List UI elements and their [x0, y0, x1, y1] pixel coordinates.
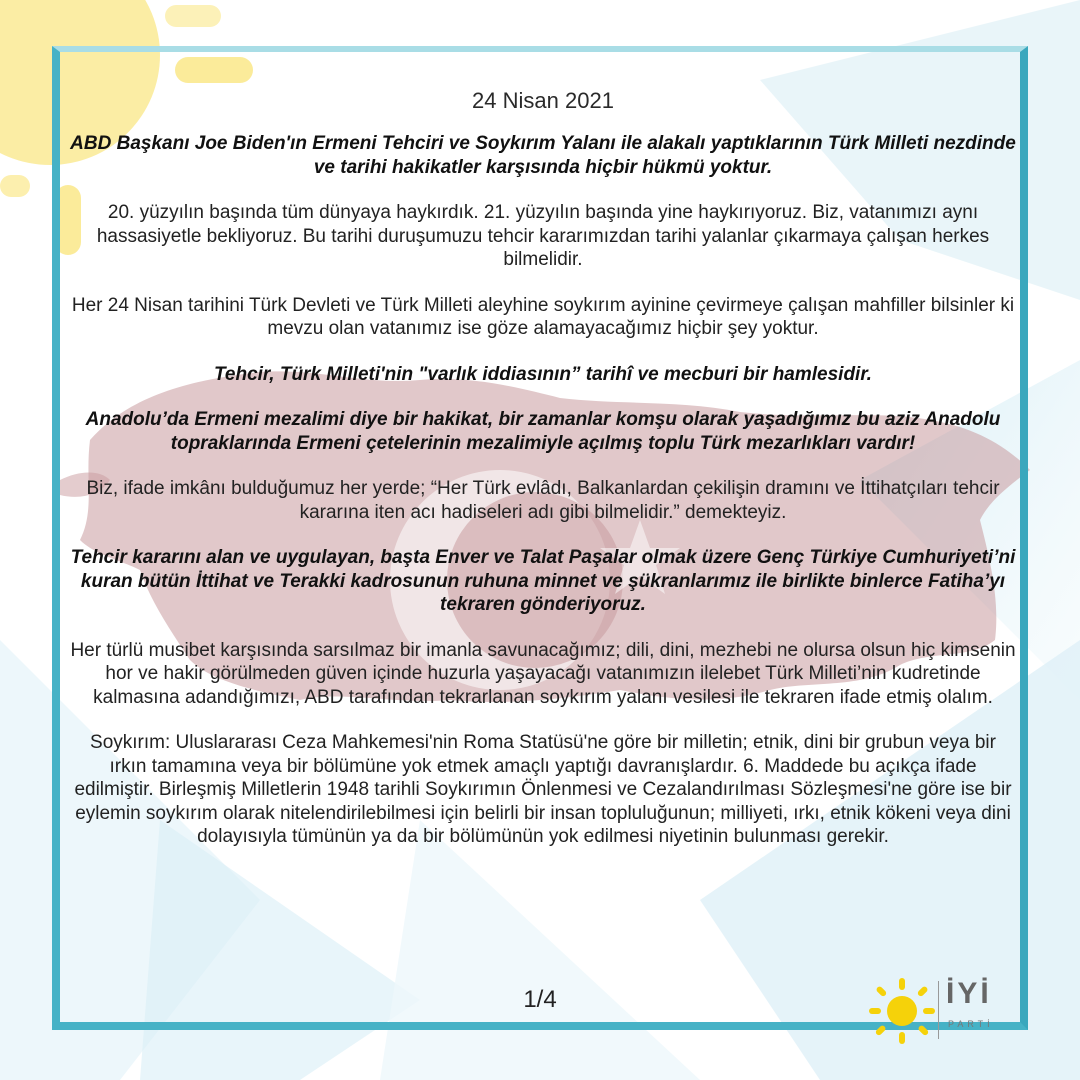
paragraph: Soykırım: Uluslararası Ceza Mahkemesi'nin Roma Statüsü'ne göre bir milletin; etnik, dini bir grubun veya bir ırkın tamamına veya bir bölümüne yok etmek amaçlı yaptığı davranışlardır. 6. Maddede bu açıkça ifade edilmiştir. Birleşmiş Milletlerin 1948 tarihli Soykırımın Önlenmesi ve Cezalandırılması Sözleşmesi'ne göre ise bir eylemin soykırım olarak nitelendirilebilmesi için belirli bir insan topluluğunun; milliyeti, ırkı, etnik kökeni veya dini dolayısıyla tümünün ya da bir bölümünün yok edilmesi niyetinin bulunması gerekir.: [74, 732, 1012, 847]
paragraph: Her 24 Nisan tarihini Türk Devleti ve Türk Milleti aleyhine soykırım ayinine çevirmeye çalışan mahfiller bilsinler ki mevzu olan vatanımız ise göze alamayacağımız hiçbir şey yoktur.: [71, 294, 1015, 339]
logo-divider: [938, 981, 939, 1039]
logo-name: İYİ: [946, 977, 992, 1010]
paragraph: Tehcir, Türk Milleti'nin "varlık iddiasının” tarihî ve mecburi bir hamlesidir.: [214, 363, 872, 385]
paragraph: ABD Başkanı Joe Biden'ın Ermeni Tehciri ve Soykırım Yalanı ile alakalı yaptıklarının Türk Milleti nezdinde ve tarihi hakikatler karşısında hiçbir hükmü yoktur.: [70, 133, 1016, 178]
party-logo: [868, 975, 998, 1045]
logo-subtitle: PARTİ: [948, 1019, 994, 1029]
paragraph: 20. yüzyılın başında tüm dünyaya haykırdık. 21. yüzyılın başında yine haykırıyoruz. Biz, vatanımızı aynı hassasiyetle bekliyoruz. Bu tarihi duruşumuzu tehcir kararımızdan tarihi yalanlar çıkarmaya çalışan herkes bilmelidir.: [96, 202, 990, 270]
paragraph-list: [70, 132, 1016, 849]
statement-body: [70, 88, 1016, 871]
paragraph: Biz, ifade imkânı bulduğumuz her yerde; “Her Türk evlâdı, Balkanlardan çekilişin dramını ve İttihatçıları tehcir kararına iten acı hadiseleri adı gibi bilmelidir.” demekteyiz.: [86, 478, 1000, 523]
page-number: 1/4: [523, 986, 557, 1013]
statement-date: 24 Nisan 2021: [472, 88, 614, 113]
paragraph: Anadolu’da Ermeni mezalimi diye bir hakikat, bir zamanlar komşu olarak yaşadığımız bu aziz Anadolu topraklarında Ermeni çetelerinin mezalimiyle açılmış toplu Türk mezarlıkları vardır!: [85, 409, 1001, 454]
paragraph: Tehcir kararını alan ve uygulayan, başta Enver ve Talat Paşalar olmak üzere Genç Türkiye Cumhuriyeti’ni kuran bütün İttihat ve Terakki kadrosunun ruhuna minnet ve şükranlarımız ile birlikte binlerce Fatiha’yı tekraren gönderiyoruz.: [70, 547, 1016, 615]
paragraph: Her türlü musibet karşısında sarsılmaz bir imanla savunacağımız; dili, dini, mezhebi ne olursa olsun hiç kimsenin hor ve hakir görülmeden güven içinde huzurla yaşayacağı vatanımızın ilelebet Türk Milleti’nin kudretinde kalmasına adandığımızı, ABD tarafından tekrarlanan soykırım yalanı vesilesi ile tekraren ifade etmiş olalım.: [70, 639, 1016, 708]
sun-icon: [868, 975, 938, 1045]
